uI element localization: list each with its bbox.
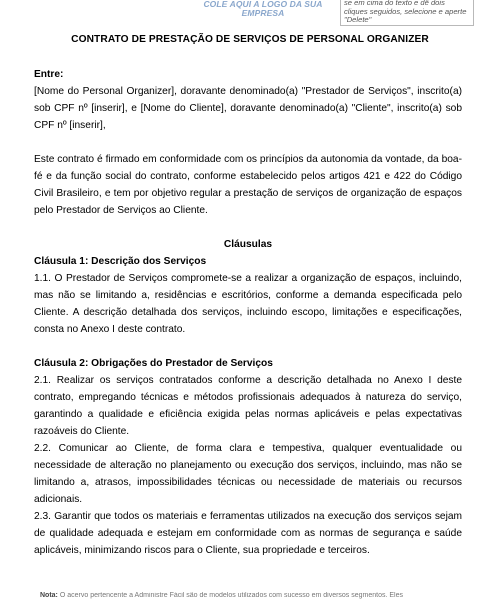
contract-body [34, 66, 462, 559]
clause1-item1: 1.1. O Prestador de Serviços compromete-se a realizar a organização de espaços, incluindo, mas não se limitando a, residências e escritórios, conforme a demanda especificada pelo Cliente. A descrição detalhada dos serviços, incluindo escopo, limitações e especificações, consta no Anexo I deste contrato. [34, 273, 462, 335]
logo-placeholder: COLE AQUI A LOGO DA SUA EMPRESA [203, 0, 323, 18]
clause2-item1: 2.1. Realizar os serviços contratados conforme a descrição detalhada no Anexo I deste contrato, empregando técnicas e métodos profissionais adequados à natureza do serviço, garantindo a qualidade e eficiência exigida pelas normas aplicáveis e pelas expectativas razoáveis do Cliente. [34, 375, 462, 437]
footer-note [40, 592, 480, 604]
intro-text: Este contrato é firmado em conformidade com os princípios da autonomia da vontade, da boa-fé e da função social do contrato, conforme estabelecido pelos artigos 421 e 422 do Código Civil Brasileiro, e tem por objetivo regular a prestação de serviços de organização de espaços pelo Prestador de Serviços ao Cliente. [34, 154, 462, 216]
delete-instruction-note: se em cima do texto e dê dois cliques seguidos, selecione e aperte "Delete" [340, 0, 474, 26]
contract-title: CONTRATO DE PRESTAÇÃO DE SERVIÇOS DE PERSONAL ORGANIZER [71, 34, 429, 45]
footer-note-text: O acervo pertencente a Administre Fácil são de modelos utilizados com sucesso em diversos segmentos. Eles [59, 592, 404, 599]
clause2-item2: 2.2. Comunicar ao Cliente, de forma clara e tempestiva, qualquer eventualidade ou necessidade de alteração no planejamento ou execução dos serviços, incluindo, mas não se limitando a, atrasos, impossibilidades técnicas ou necessidade de materiais ou recursos adicionais. [34, 443, 462, 505]
parties-text: [Nome do Personal Organizer], doravante denominado(a) "Prestador de Serviços", inscrito(a) sob CPF nº [inserir], e [Nome do Cliente], doravante denominado(a) "Cliente", inscrito(a) sob CPF nº [inserir], [34, 86, 462, 131]
clause2-heading: Cláusula 2: Obrigações do Prestador de Serviços [34, 358, 273, 369]
clause2-item3: 2.3. Garantir que todos os materiais e ferramentas utilizados na execução dos serviços sejam de qualidade adequada e estejam em conformidade com as normas de segurança e saúde aplicáveis, minimizando riscos para o Cliente, sua propriedade e terceiros. [34, 511, 462, 556]
parties-heading: Entre: [34, 69, 64, 80]
clause1-heading: Cláusula 1: Descrição dos Serviços [34, 256, 207, 267]
clauses-heading: Cláusulas [223, 239, 273, 250]
footer-note-label: Nota: [40, 592, 58, 599]
